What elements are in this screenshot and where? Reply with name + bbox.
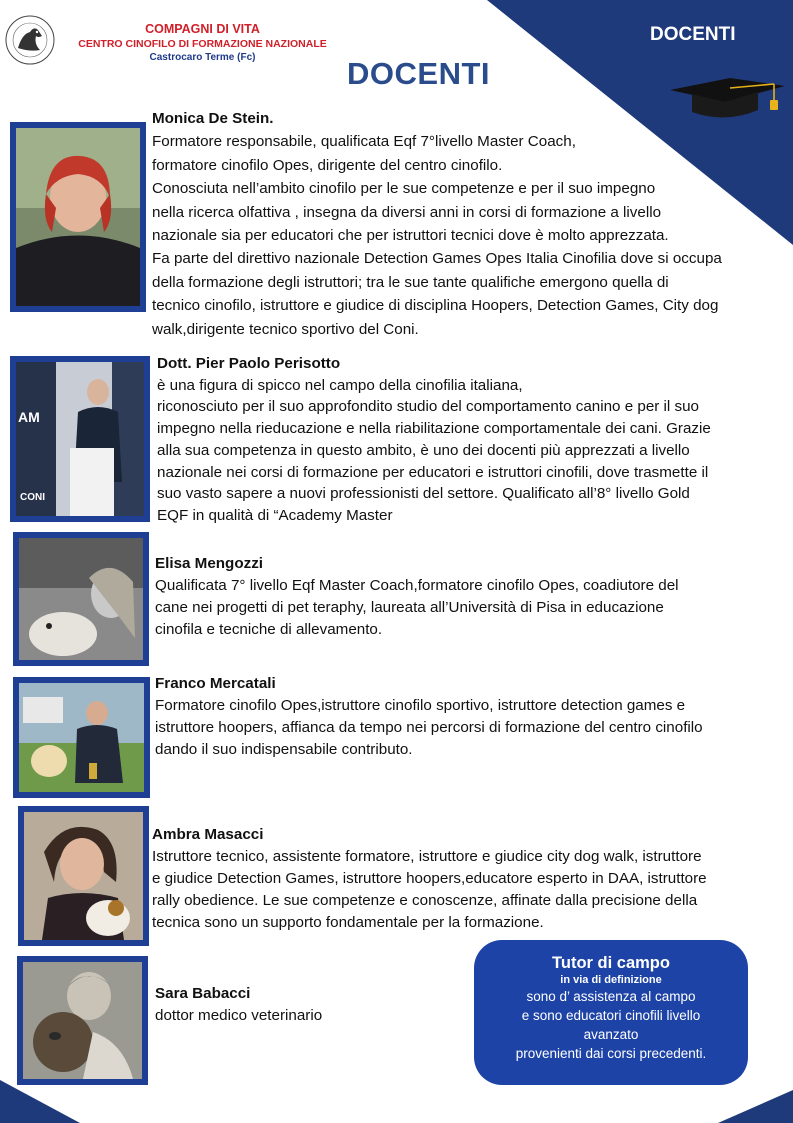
- docente-description: Istruttore tecnico, assistente formatore, istruttore e giudice city dog walk, istruttore e giudice Detection Games, istruttore hoopers,educatore esperto in DAA, istruttore rally obedience. Le sue competenze e conoscenze, affinate dalla precisione della tecnica sono un supporto fondamentale per la formazione.: [152, 848, 707, 931]
- docente-name: Dott. Pier Paolo Perisotto: [157, 355, 341, 372]
- photo-sign-coni: CONI: [20, 492, 45, 503]
- photo-franco-mercatali: [13, 677, 150, 798]
- organization-subtitle: CENTRO CINOFILO DI FORMAZIONE NAZIONALE: [78, 38, 327, 50]
- bio-ambra-masacci: [152, 824, 707, 934]
- organization-header: [60, 22, 345, 64]
- bio-sara-babacci: [155, 983, 322, 1027]
- docente-description: Qualificata 7° livello Eqf Master Coach,formatore cinofilo Opes, coadiutore del cane nei progetti di pet teraphy, laureata all’Università di Pisa in educazione cinofila e tecniche di allevamento.: [155, 577, 679, 638]
- docente-name: Ambra Masacci: [152, 826, 264, 843]
- docente-name: Monica De Stein.: [152, 110, 274, 127]
- corner-label: DOCENTI: [650, 24, 736, 45]
- docente-name: Sara Babacci: [155, 985, 251, 1002]
- docente-description: Formatore cinofilo Opes,istruttore cinofilo sportivo, istruttore detection games e istruttore hoopers, affianca da tempo nei percorsi di formazione del centro cinofilo dando il suo indispensabile contributo.: [155, 697, 703, 758]
- bottom-right-triangle: [718, 1090, 793, 1123]
- docente-name: Elisa Mengozzi: [155, 555, 264, 572]
- tutor-subtitle: in via di definizione: [560, 974, 662, 986]
- docente-description: Formatore responsabile, qualificata Eqf 7°livello Master Coach, formatore cinofilo Opes, dirigente del centro cinofilo. Conosciuta nell’ambito cinofilo per le sue competenze e per il suo impegno nella ricerca olfattiva , insegna da diversi anni in corsi di formazione a livello nazionale sia per educatori che per istruttori tecnici dove è molto apprezzata. Fa parte del direttivo nazionale Detection Games Opes Italia Cinofilia dove si occupa della formazione degli istruttori; tra le sue tante qualifiche emergono quella di tecnico cinofilo, istruttore e giudice di disciplina Hoopers, Detection Games, City dog walk,dirigente tecnico sportivo del Coni.: [152, 133, 722, 338]
- docente-description: dottor medico veterinario: [155, 1007, 323, 1024]
- docente-description: è una figura di spicco nel campo della cinofilia italiana, riconosciuto per il suo approfondito studio del comportamento canino e per il suo impegno nella rieducazione e nella riabilitazione comportamentale dei cani. Grazie alla sua competenza in questo ambito, è uno dei docenti più apprezzati a livello nazionale nei corsi di formazione per educatori e istruttori cinofili, dove trasmette il suo vasto sapere a nuovi professionisti del settore. Qualificato all’8° livello Gold EQF in qualità di “Academy Master: [157, 376, 711, 524]
- organization-logo: [4, 14, 56, 66]
- photo-pier-paolo-perisotto: [10, 356, 150, 522]
- tutor-title: Tutor di campo: [552, 954, 670, 972]
- bio-franco-mercatali: [155, 673, 703, 761]
- bottom-left-triangle: [0, 1080, 80, 1123]
- organization-location: Castrocaro Terme (Fc): [149, 52, 256, 63]
- photo-monica-de-stein: [10, 122, 146, 312]
- photo-sign-am: AM: [18, 409, 40, 425]
- bio-pier-paolo-perisotto: [157, 353, 711, 527]
- bio-elisa-mengozzi: [155, 553, 679, 641]
- photo-ambra-masacci: [18, 806, 149, 946]
- organization-name: COMPAGNI DI VITA: [145, 22, 260, 36]
- photo-elisa-mengozzi: [13, 532, 149, 666]
- tutor-box: [474, 940, 748, 1085]
- docente-name: Franco Mercatali: [155, 675, 276, 692]
- bio-monica-de-stein: [152, 107, 722, 341]
- tutor-description: sono d’ assistenza al campo e sono educatori cinofili livello avanzato provenienti dai corsi precedenti.: [515, 989, 707, 1061]
- photo-sara-babacci: [17, 956, 148, 1085]
- page-title: DOCENTI: [347, 56, 490, 91]
